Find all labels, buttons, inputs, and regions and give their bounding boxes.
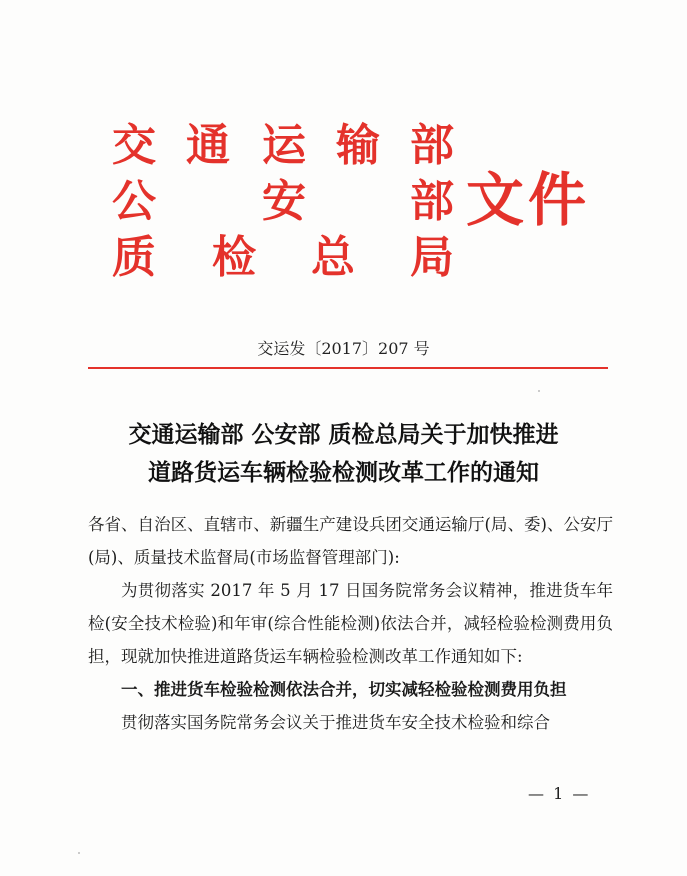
issuer-char: 质 xyxy=(112,232,156,283)
issuer-char: 通 xyxy=(186,120,230,171)
issuer-char: 检 xyxy=(212,232,256,283)
document-body xyxy=(88,508,613,739)
addressee-paragraph: 各省、自治区、直辖市、新疆生产建设兵团交通运输厅(局、委)、公安厅(局)、质量技术监督局(市场监督管理部门): xyxy=(88,515,613,567)
issuer-char: 输 xyxy=(336,120,380,171)
document-title xyxy=(0,416,687,492)
section-heading-1: 一、推进货车检验检测依法合并，切实减轻检验检测费用负担 xyxy=(121,680,567,699)
scan-speck xyxy=(538,390,540,392)
body-paragraph-1: 为贯彻落实 2017 年 5 月 17 日国务院常务会议精神，推进货车年检(安全技术检验)和年审(综合性能检测)依法合并，减轻检验检测费用负担，现就加快推进道路货运车辆检验检测改革工作通知如下: xyxy=(88,581,613,666)
body-paragraph-2: 贯彻落实国务院常务会议关于推进货车安全技术检验和综合 xyxy=(121,713,550,732)
issuing-agencies xyxy=(112,118,472,286)
issuer-char: 运 xyxy=(262,120,306,171)
issuer-char: 公 xyxy=(112,176,156,227)
document-type-label: 文件 xyxy=(466,166,591,234)
issuer-char: 部 xyxy=(410,120,454,171)
title-line-2: 道路货运车辆检验检测改革工作的通知 xyxy=(148,459,539,486)
document-number: 交运发〔2017〕207 号 xyxy=(257,339,430,358)
page-number: — 1 — xyxy=(528,784,591,803)
issuer-ministry-of-public-security xyxy=(112,174,472,230)
title-line-1: 交通运输部 公安部 质检总局关于加快推进 xyxy=(128,421,559,448)
red-divider-line xyxy=(88,367,608,369)
issuer-quality-inspection-administration xyxy=(112,230,472,286)
issuer-char: 部 xyxy=(410,176,454,227)
scan-speck xyxy=(78,852,80,854)
issuer-char: 交 xyxy=(112,120,156,171)
issuer-char: 安 xyxy=(262,176,306,227)
issuer-ministry-of-transport xyxy=(112,118,472,174)
issuer-char: 局 xyxy=(410,232,454,283)
issuer-char: 总 xyxy=(311,232,355,283)
